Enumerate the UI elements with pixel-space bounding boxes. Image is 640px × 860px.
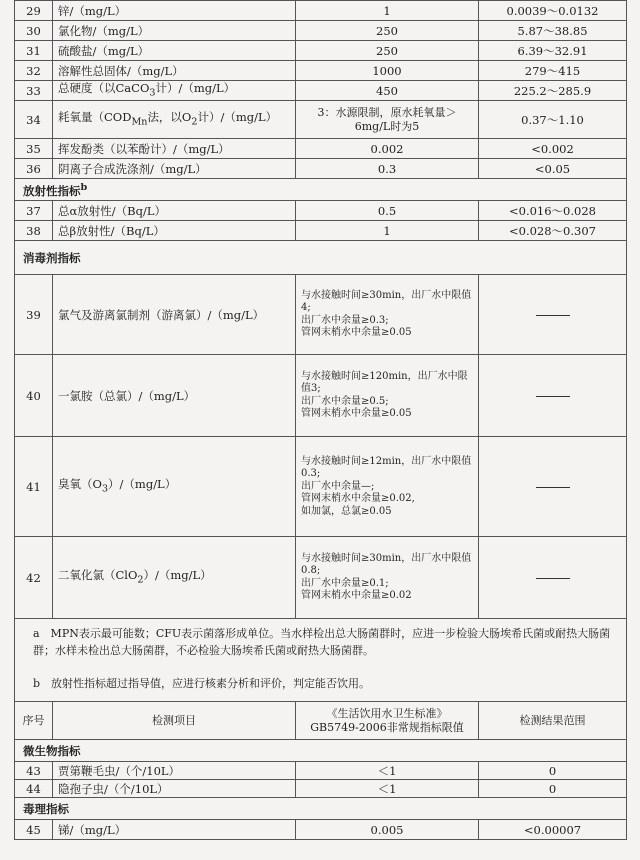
water-quality-table [14,0,627,840]
empty-dash [536,315,570,316]
table-row: 45 锑/（mg/L） 0.005 <0.00007 [15,820,627,840]
table-row: 30 氯化物/（mg/L） 250 5.87～38.85 [15,21,627,41]
limit-value: 250 [296,21,479,41]
empty-dash [536,487,570,488]
item-name: 锌/（mg/L） [53,1,296,21]
table-row: 38 总β放射性/（Bq/L） 1 <0.028～0.307 [15,221,627,241]
limit-value: 1 [296,221,479,241]
empty-dash [536,396,570,397]
result-range: 0 [479,762,627,780]
result-range: <0.002 [479,139,627,159]
item-name: 总硬度（以CaCO$_3$计）/（mg/L） [53,81,296,101]
limit-value: 3：水源限制，原水耗氧量＞6mg/L时为5 [296,101,479,139]
item-name: 溶解性总固体/（mg/L） [53,61,296,81]
item-name: 总α放射性/（Bq/L） [53,201,296,221]
result-range: 5.87～38.85 [479,21,627,41]
table-row: 31 硫酸盐/（mg/L） 250 6.39～32.91 [15,41,627,61]
item-name: 氯化物/（mg/L） [53,21,296,41]
footnotes-row [15,619,627,702]
standards-page [14,0,626,840]
result-range [479,355,627,437]
item-name: 隐孢子虫/（个/10L） [53,780,296,798]
table-row: 39 氯气及游离氯制剂（游离氯）/（mg/L） 与水接触时间≥30min，出厂水中限值4; 出厂水中余量≥0.3; 管网末梢水中余量≥0.05 [15,275,627,355]
item-name: 阴离子合成洗涤剂/（mg/L） [53,159,296,179]
result-range: 0.37～1.10 [479,101,627,139]
item-name: 挥发酚类（以苯酚计）/（mg/L） [53,139,296,159]
table-row: 29 锌/（mg/L） 1 0.0039～0.0132 [15,1,627,21]
item-name: 锑/（mg/L） [53,820,296,840]
table-row: 43 贾第鞭毛虫/（个/10L） ＜1 0 [15,762,627,780]
limit-value: 450 [296,81,479,101]
table-row: 37 总α放射性/（Bq/L） 0.5 <0.016～0.028 [15,201,627,221]
table-row: 32 溶解性总固体/（mg/L） 1000 279～415 [15,61,627,81]
limit-value: 0.005 [296,820,479,840]
result-range: <0.016～0.028 [479,201,627,221]
table-row: 36 阴离子合成洗涤剂/（mg/L） 0.3 <0.05 [15,159,627,179]
footnote-b: b 放射性指标超过指导值，应进行核素分析和评价，判定能否饮用。 [33,677,371,691]
table-row: 42 二氧化氯（ClO$_2$）/（mg/L） 与水接触时间≥30min，出厂水中限值0.8; 出厂水中余量≥0.1; 管网末梢水中余量≥0.02 [15,537,627,619]
result-range [479,537,627,619]
limit-value: 与水接触时间≥30min，出厂水中限值4; 出厂水中余量≥0.3; 管网末梢水中余量≥0.05 [296,275,479,355]
item-name: 贾第鞭毛虫/（个/10L） [53,762,296,780]
result-range: <0.05 [479,159,627,179]
result-range: <0.00007 [479,820,627,840]
table-row: 34 耗氧量（$COD_{Mn}$法，以$O_2$计）/（mg/L） 3：水源限制，原水耗氧量＞6mg/L时为5 0.37～1.10 [15,101,627,139]
item-name: 总β放射性/（Bq/L） [53,221,296,241]
section-header-microbial: 微生物指标 [15,740,627,762]
result-range: 0.0039～0.0132 [479,1,627,21]
limit-value: 0.3 [296,159,479,179]
item-name: 臭氧$(O_3)/(mg/L)$ [53,437,296,537]
limit-value: 1000 [296,61,479,81]
limit-value: 0.5 [296,201,479,221]
result-range [479,437,627,537]
result-range: 6.39～32.91 [479,41,627,61]
table-row: 35 挥发酚类（以苯酚计）/（mg/L） 0.002 <0.002 [15,139,627,159]
result-range: 279～415 [479,61,627,81]
section-header-disinfectant: 消毒剂指标 [15,241,627,275]
limit-value: 0.002 [296,139,479,159]
header-item: 检测项目 [53,702,296,740]
section-header-radiation: 放射性指标$^b$ [15,179,627,201]
table-header-row [15,702,627,740]
header-range: 检测结果范围 [479,702,627,740]
item-name: 二氧化氯（ClO$_2$）/（mg/L） [53,537,296,619]
table-row: 44 隐孢子虫/（个/10L） ＜1 0 [15,780,627,798]
result-range: 0 [479,780,627,798]
limit-value: 1 [296,1,479,21]
limit-value: 与水接触时间≥120min，出厂水中限值3; 出厂水中余量≥0.5; 管网末梢水中余量≥0.05 [296,355,479,437]
limit-value: ＜1 [296,780,479,798]
table-row: 33 总硬度（以CaCO$_3$计）/（mg/L） 450 225.2～285.9 [15,81,627,101]
empty-dash [536,578,570,579]
limit-value: ＜1 [296,762,479,780]
item-name: 一氯胺（总氯）/（mg/L） [53,355,296,437]
footnote-a: a MPN表示最可能数；CFU表示菌落形成单位。当水样检出总大肠菌群时，应进一步检验大肠埃希氏菌或耐热大肠菌群；水样未检出总大肠菌群，不必检验大肠埃希氏菌或耐热大肠菌群。 [33,627,611,658]
table-row: 40 一氯胺（总氯）/（mg/L） 与水接触时间≥120min，出厂水中限值3; 出厂水中余量≥0.5; 管网末梢水中余量≥0.05 [15,355,627,437]
item-name: 氯气及游离氯制剂（游离氯）/（mg/L） [53,275,296,355]
result-range: 225.2～285.9 [479,81,627,101]
limit-value: 与水接触时间≥30min，出厂水中限值0.8; 出厂水中余量≥0.1; 管网末梢水中余量≥0.02 [296,537,479,619]
item-name: 硫酸盐/（mg/L） [53,41,296,61]
table-row: 41 臭氧$(O_3)/(mg/L)$ 与水接触时间≥12min，出厂水中限值0.3; 出厂水中余量—; 管网末梢水中余量≥0.02, 如加氯，总氯≥0.05 [15,437,627,537]
header-limit: 《生活饮用水卫生标准》 GB5749-2006非常规指标限值 [296,702,479,740]
item-name: 耗氧量（$COD_{Mn}$法，以$O_2$计）/（mg/L） [53,101,296,139]
result-range [479,275,627,355]
header-no: 序号 [15,702,53,740]
limit-value: 250 [296,41,479,61]
section-header-toxicology: 毒理指标 [15,798,627,820]
limit-value: 与水接触时间≥12min，出厂水中限值0.3; 出厂水中余量—; 管网末梢水中余量≥0.02, 如加氯，总氯≥0.05 [296,437,479,537]
result-range: <0.028～0.307 [479,221,627,241]
